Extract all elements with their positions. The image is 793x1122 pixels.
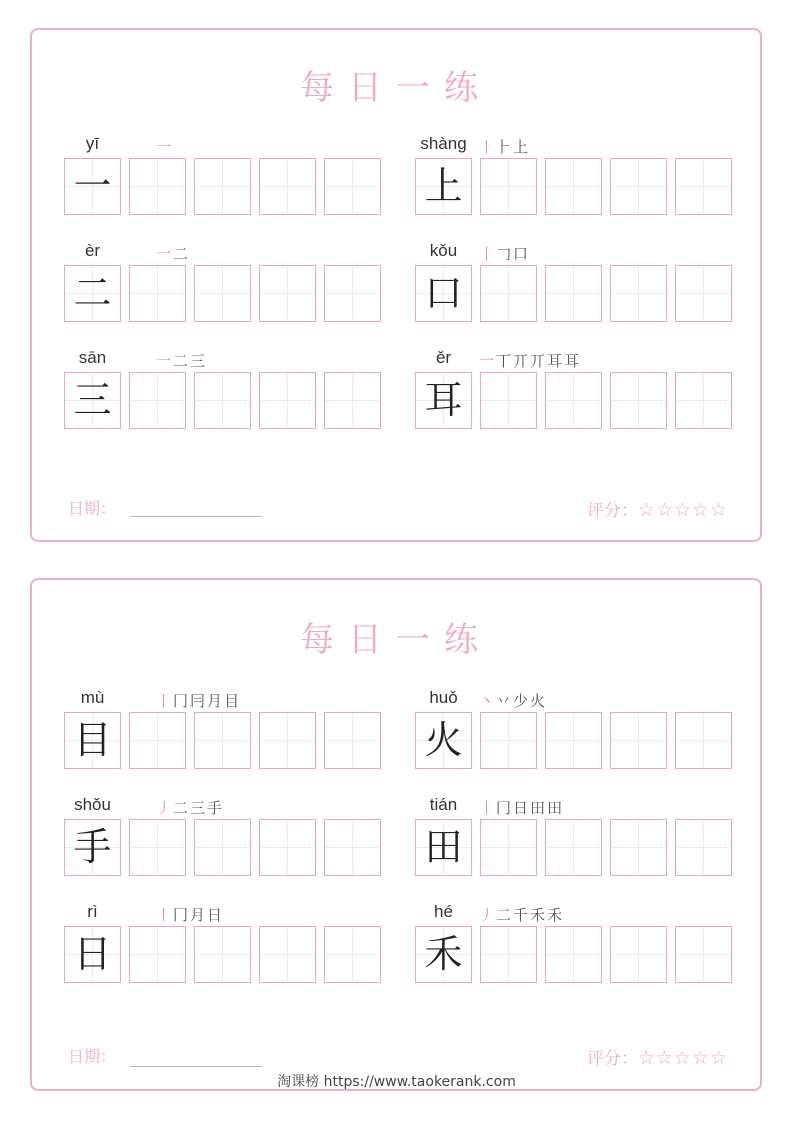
- pinyin-label: shǒu: [74, 795, 111, 814]
- model-cell: [64, 926, 121, 983]
- stroke-order: [479, 797, 564, 818]
- stroke-step: 丨: [156, 906, 174, 924]
- model-character: 口: [424, 271, 463, 315]
- stroke-step: 𠃌: [496, 245, 514, 263]
- char-item-er3: [415, 348, 735, 448]
- char-item-shang: [415, 134, 735, 234]
- stroke-step: 二: [173, 799, 191, 817]
- model-cell: [415, 372, 472, 429]
- stroke-step: 丿: [156, 799, 174, 817]
- practice-cell[interactable]: [259, 265, 316, 322]
- stroke-step: 日: [513, 799, 531, 817]
- practice-cell[interactable]: [259, 926, 316, 983]
- model-cell: [415, 265, 472, 322]
- practice-cell[interactable]: [259, 158, 316, 215]
- practice-cell[interactable]: [129, 926, 186, 983]
- stroke-step: 丅: [496, 352, 514, 370]
- pinyin-label: tián: [429, 795, 458, 814]
- model-cell: [415, 926, 472, 983]
- model-character: 手: [73, 825, 112, 869]
- practice-cell[interactable]: [129, 819, 186, 876]
- pinyin-label: ěr: [435, 348, 452, 367]
- practice-cell[interactable]: [545, 158, 602, 215]
- pinyin-label: èr: [84, 241, 101, 260]
- practice-cell[interactable]: [480, 926, 537, 983]
- model-cell: [415, 819, 472, 876]
- stroke-order: [156, 243, 190, 264]
- practice-cell[interactable]: [194, 819, 251, 876]
- practice-cell[interactable]: [545, 372, 602, 429]
- practice-cell[interactable]: [480, 819, 537, 876]
- stroke-step: 一: [479, 352, 497, 370]
- char-item-yi: [64, 134, 384, 234]
- stroke-step: 少: [513, 692, 531, 710]
- model-cell: [64, 372, 121, 429]
- date-field[interactable]: [130, 516, 262, 517]
- char-item-san: [64, 348, 384, 448]
- card-title: 每日一练: [300, 68, 492, 108]
- practice-cell[interactable]: [194, 372, 251, 429]
- char-item-kou: [415, 241, 735, 341]
- stroke-step: 三: [190, 352, 208, 370]
- practice-cell[interactable]: [324, 372, 381, 429]
- stroke-step: 手: [207, 799, 225, 817]
- practice-cell[interactable]: [324, 265, 381, 322]
- practice-cell[interactable]: [129, 372, 186, 429]
- stroke-step: ⺊: [496, 138, 514, 156]
- stroke-step: 丌: [513, 352, 531, 370]
- char-item-er: [64, 241, 384, 341]
- stroke-step: 火: [530, 692, 548, 710]
- stroke-step: 冂: [496, 799, 514, 817]
- practice-cell[interactable]: [324, 819, 381, 876]
- practice-cell[interactable]: [480, 265, 537, 322]
- stroke-step: 禾: [547, 906, 565, 924]
- stroke-step: 丨: [479, 138, 497, 156]
- stroke-order: [479, 904, 564, 925]
- date-label: 日期：: [68, 499, 117, 518]
- model-character: 日: [73, 932, 112, 976]
- stroke-order: [156, 136, 173, 157]
- practice-cell[interactable]: [545, 265, 602, 322]
- practice-cell[interactable]: [675, 712, 732, 769]
- model-character: 火: [424, 718, 463, 762]
- score-area: [587, 496, 728, 521]
- stroke-step: 丷: [496, 692, 514, 710]
- stroke-order: [156, 797, 224, 818]
- model-cell: [64, 265, 121, 322]
- stroke-order: [479, 350, 581, 371]
- score-label: 评分：: [586, 1049, 638, 1069]
- stroke-step: 丿: [479, 906, 497, 924]
- practice-card-1: [30, 28, 762, 542]
- model-character: 一: [73, 164, 112, 208]
- stroke-step: 月: [207, 692, 225, 710]
- model-character: 上: [424, 164, 463, 208]
- practice-cell[interactable]: [675, 158, 732, 215]
- stroke-step: 二: [173, 352, 191, 370]
- char-item-ri: [64, 902, 384, 1002]
- practice-cell[interactable]: [259, 819, 316, 876]
- rating-stars[interactable]: ☆☆☆☆☆: [637, 1047, 728, 1069]
- pinyin-label: huǒ: [429, 688, 458, 707]
- stroke-order: [479, 243, 530, 264]
- stroke-step: 丨: [156, 692, 174, 710]
- stroke-step: 耳: [547, 352, 565, 370]
- stroke-step: 三: [190, 799, 208, 817]
- practice-cell[interactable]: [610, 372, 667, 429]
- practice-cell[interactable]: [480, 712, 537, 769]
- rating-stars[interactable]: ☆☆☆☆☆: [637, 499, 728, 521]
- stroke-step: 口: [513, 245, 531, 263]
- practice-cell[interactable]: [259, 372, 316, 429]
- stroke-step: 禾: [530, 906, 548, 924]
- practice-cell[interactable]: [194, 265, 251, 322]
- practice-cell[interactable]: [610, 265, 667, 322]
- practice-cell[interactable]: [194, 926, 251, 983]
- pinyin-label: kǒu: [429, 241, 458, 260]
- pinyin-label: hé: [434, 902, 453, 921]
- practice-cell[interactable]: [129, 712, 186, 769]
- pinyin-label: yī: [85, 134, 100, 153]
- stroke-step: 目: [224, 692, 242, 710]
- stroke-step: 上: [513, 138, 531, 156]
- footer-credit: 淘课榜 https://www.taokerank.com: [277, 1074, 516, 1090]
- stroke-step: 丶: [479, 692, 497, 710]
- char-item-he: [415, 902, 735, 1002]
- practice-cell[interactable]: [194, 712, 251, 769]
- stroke-step: 一: [156, 245, 174, 263]
- practice-cell[interactable]: [129, 158, 186, 215]
- stroke-order: [479, 690, 547, 711]
- model-character: 田: [424, 825, 463, 869]
- practice-cell[interactable]: [324, 712, 381, 769]
- practice-cell[interactable]: [194, 158, 251, 215]
- char-item-huo: [415, 688, 735, 788]
- practice-cell[interactable]: [480, 158, 537, 215]
- model-cell: [64, 712, 121, 769]
- practice-cell[interactable]: [259, 712, 316, 769]
- model-character: 二: [73, 271, 112, 315]
- model-character: 耳: [424, 378, 463, 422]
- stroke-step: 二: [496, 906, 514, 924]
- pinyin-label: rì: [87, 902, 98, 921]
- stroke-step: 丨: [479, 245, 497, 263]
- stroke-step: 田: [530, 799, 548, 817]
- practice-cell[interactable]: [675, 265, 732, 322]
- stroke-step: 冃: [190, 692, 208, 710]
- model-cell: [415, 712, 472, 769]
- stroke-step: 丌: [530, 352, 548, 370]
- practice-card-2: [30, 578, 762, 1091]
- practice-cell[interactable]: [324, 158, 381, 215]
- practice-cell[interactable]: [324, 926, 381, 983]
- practice-cell[interactable]: [129, 265, 186, 322]
- char-item-shou: [64, 795, 384, 895]
- practice-cell[interactable]: [675, 926, 732, 983]
- stroke-step: 月: [190, 906, 208, 924]
- pinyin-label: sān: [78, 348, 107, 367]
- date-label: 日期：: [68, 1047, 117, 1066]
- practice-cell[interactable]: [610, 712, 667, 769]
- model-character: 三: [73, 378, 112, 422]
- stroke-step: 二: [173, 245, 191, 263]
- practice-cell[interactable]: [610, 819, 667, 876]
- stroke-step: 丨: [479, 799, 497, 817]
- stroke-step: 田: [547, 799, 565, 817]
- stroke-step: 日: [207, 906, 225, 924]
- pinyin-label: mù: [80, 688, 105, 707]
- model-cell: [415, 158, 472, 215]
- stroke-step: 一: [156, 352, 174, 370]
- date-field[interactable]: [130, 1066, 262, 1067]
- practice-cell[interactable]: [610, 158, 667, 215]
- stroke-step: 冂: [173, 906, 191, 924]
- pinyin-label: shàng: [420, 134, 467, 153]
- card-title: 每日一练: [300, 620, 492, 660]
- practice-cell[interactable]: [675, 819, 732, 876]
- practice-cell[interactable]: [545, 926, 602, 983]
- char-item-mu: [64, 688, 384, 788]
- stroke-order: [479, 136, 530, 157]
- model-cell: [64, 819, 121, 876]
- score-label: 评分：: [586, 501, 638, 521]
- practice-cell[interactable]: [480, 372, 537, 429]
- model-cell: [64, 158, 121, 215]
- stroke-step: 千: [513, 906, 531, 924]
- stroke-order: [156, 350, 207, 371]
- practice-cell[interactable]: [610, 926, 667, 983]
- practice-cell[interactable]: [545, 712, 602, 769]
- model-character: 目: [73, 718, 112, 762]
- stroke-step: 耳: [564, 352, 582, 370]
- stroke-order: [156, 904, 224, 925]
- model-character: 禾: [424, 932, 463, 976]
- stroke-step: 一: [156, 138, 174, 156]
- stroke-step: 冂: [173, 692, 191, 710]
- stroke-order: [156, 690, 241, 711]
- score-area: [587, 1044, 728, 1069]
- practice-cell[interactable]: [545, 819, 602, 876]
- practice-cell[interactable]: [675, 372, 732, 429]
- char-item-tian: [415, 795, 735, 895]
